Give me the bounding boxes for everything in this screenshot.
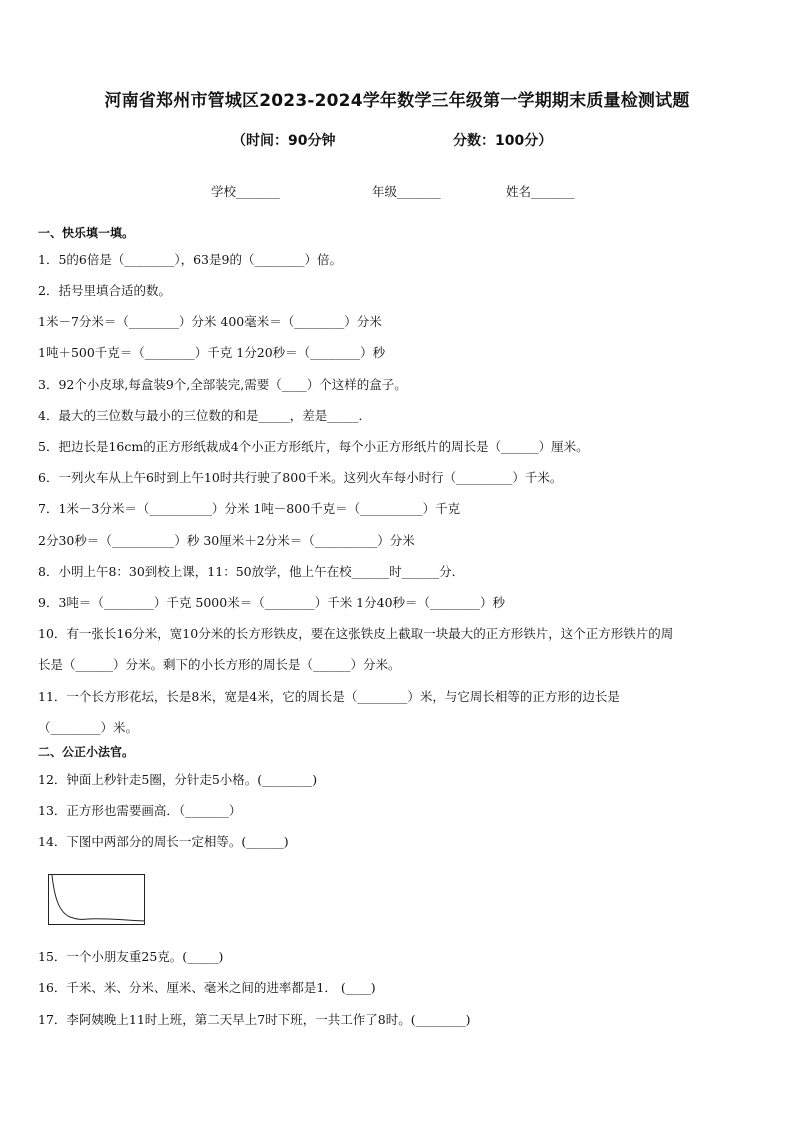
question-4: 4．最大的三位数与最小的三位数的和是_____，差是_____． (38, 408, 371, 423)
question-10-line-1: 10．有一张长16分米，宽10分米的长方形铁皮，要在这张铁皮上截取一块最大的正方形铁片，这个正方形铁片的周 (38, 626, 674, 641)
name-field: 姓名_______ (506, 184, 575, 199)
grade-field: 年级_______ (372, 184, 441, 199)
figure-curve (52, 875, 144, 921)
question-8: 8．小明上午8：30到校上课，11：50放学，他上午在校______时______分． (38, 564, 465, 579)
question-12: 12．钟面上秒针走5圈，分针走5小格。(________) (38, 772, 318, 787)
question-7-row-1: 7．1米－3分米＝（__________）分米 1吨－800千克＝（__________）千克 (38, 501, 461, 516)
section-2-title: 二、公正小法官。 (38, 745, 135, 759)
question-15: 15．一个小朋友重25克。(_____) (38, 949, 224, 964)
perimeter-figure (48, 874, 145, 925)
question-2-row-1: 1米－7分米＝（________）分米 400毫米＝（________）分米 (38, 314, 382, 329)
section-1-title: 一、快乐填一填。 (38, 226, 135, 240)
question-1: 1．5的6倍是（________），63是9的（________）倍。 (38, 252, 342, 267)
exam-score: 分数：100分） (453, 133, 553, 149)
page-title: 河南省郑州市管城区2023-2024学年数学三年级第一学期期末质量检测试题 (104, 91, 690, 111)
question-6: 6．一列火车从上午6时到上午10时共行驶了800千米。这列火车每小时行（_________）千米。 (38, 470, 563, 485)
question-3: 3．92个小皮球,每盒装9个,全部装完,需要（____）个这样的盒子。 (38, 377, 407, 392)
exam-time: （时间：90分钟 (232, 133, 336, 149)
question-7-row-2: 2分30秒＝（__________）秒 30厘米＋2分米＝（__________）分米 (38, 533, 415, 548)
question-11-line-1: 11．一个长方形花坛，长是8米，宽是4米，它的周长是（________）米，与它周长相等的正方形的边长是 (38, 689, 620, 704)
question-2: 2．括号里填合适的数。 (38, 283, 171, 298)
question-2-row-2: 1吨＋500千克＝（________）千克 1分20秒＝（________）秒 (38, 345, 386, 360)
question-5: 5．把边长是16cm的正方形纸裁成4个小正方形纸片，每个小正方形纸片的周长是（______）厘米。 (38, 439, 589, 454)
question-14: 14．下图中两部分的周长一定相等。(______) (38, 834, 289, 849)
school-field: 学校_______ (211, 184, 280, 199)
question-10-line-2: 长是（______）分米。剩下的小长方形的周长是（______）分米。 (38, 657, 401, 672)
question-16: 16．千米、米、分米、厘米、毫米之间的进率都是1． (____) (38, 980, 376, 995)
question-17: 17．李阿姨晚上11时上班，第二天早上7时下班，一共工作了8时。(________) (38, 1012, 471, 1027)
question-13: 13．正方形也需要画高．（_______） (38, 803, 242, 818)
figure-rectangle (49, 875, 145, 925)
question-11-line-2: （________）米。 (38, 720, 139, 735)
question-9: 9．3吨＝（________）千克 5000米＝（________）千米 1分40秒＝（________）秒 (38, 595, 506, 610)
